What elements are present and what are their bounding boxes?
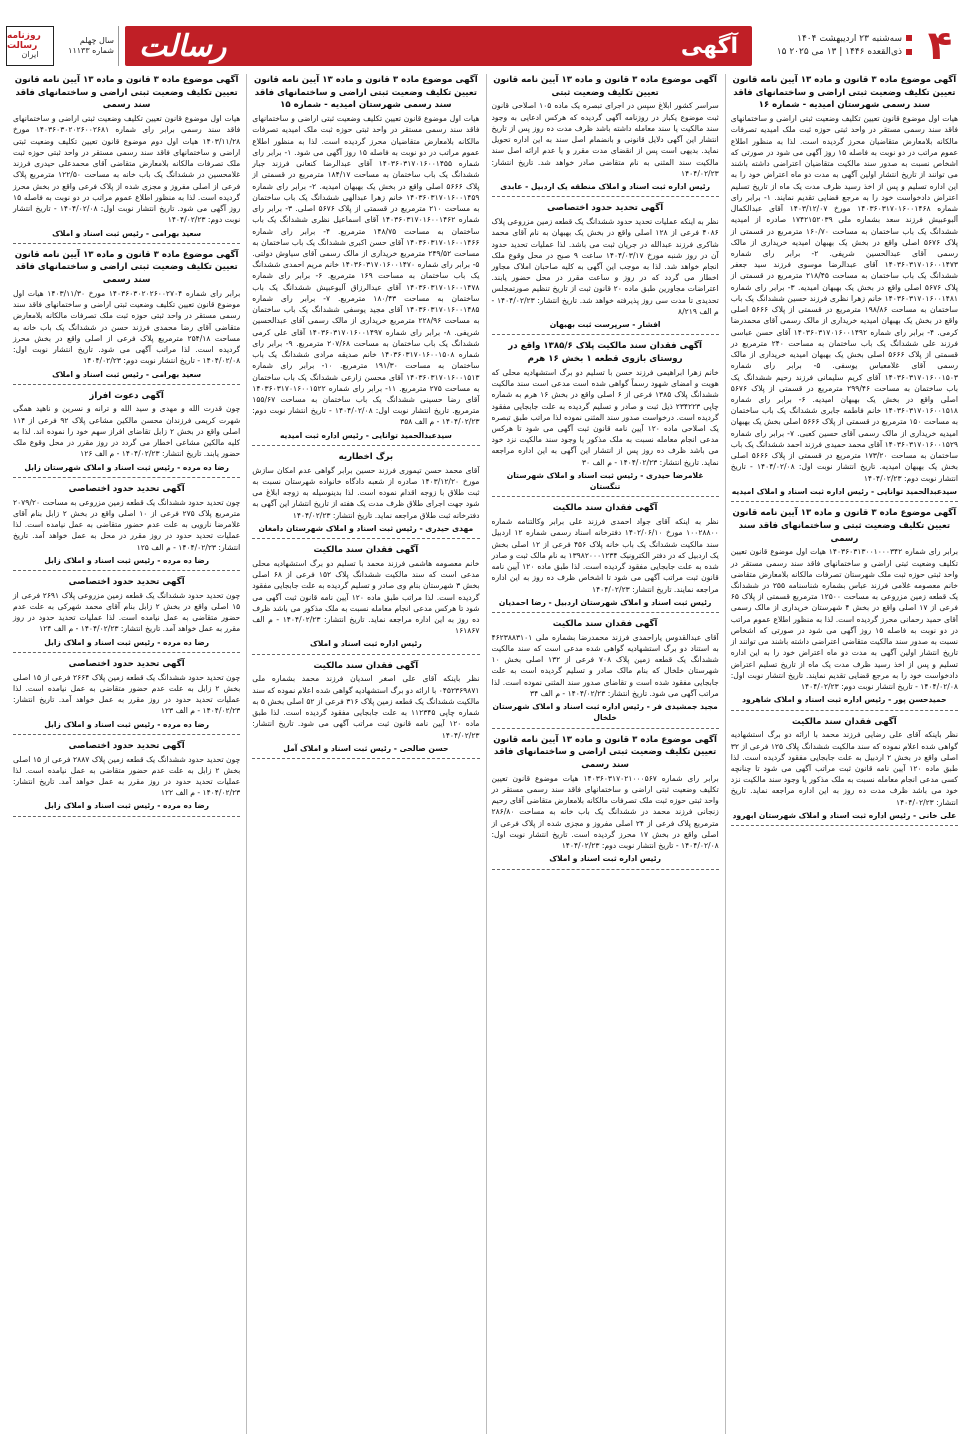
ad-signature: رضا ده مرده - رئیس ثبت اسناد و املاک زابل <box>44 801 210 811</box>
issue-info <box>58 26 119 66</box>
ad-signature: سعید بهرامی - رئیس ثبت اسناد و املاک <box>52 228 202 238</box>
classified-ad <box>13 658 240 735</box>
masthead <box>6 23 960 69</box>
classified-ad <box>13 483 240 571</box>
classified-ad <box>731 716 958 827</box>
ad-signature: سیدعبدالحمید توانایی - رئیس اداره ثبت اسناد و املاک امیدیه <box>731 486 957 496</box>
ad-title: آگهی موضوع ماده ۳ قانون و ماده ۱۳ آیین نامه قانون تعیین تکلیف وضعیت ثبتی اراضی و ساختمانهای فاقد سند رسمی شهرستان امیدیه - شماره ۱۵ <box>254 75 478 111</box>
classified-ad <box>252 544 479 655</box>
mini-logo-text: روزنامه رسالت <box>7 31 41 51</box>
classified-ad <box>492 340 719 497</box>
ad-title: آگهی فقدان سند مالکیت <box>552 618 658 629</box>
date-line-1: سه‌شنبه ۲۳ اردیبهشت ۱۴۰۴ <box>797 33 902 44</box>
ad-body: سراسر کشور ابلاغ سپس در اجرای تبصره یک ماده ۱۰۵ اصلاحی قانون ثبت موضوع یکبار در روزنامه آگهی گردیده که هرکس ادعایی به وجود سند مالکیت یا سند معامله داشته باشد ظرف مدت ده روز پس از تاریخ انتشار این آگهی دلایل قانونی و بانضمام اصل سند به این اداره تحویل نماید. بدیهی است پس از انقضای مدت مقرر و یا عدم ارائه اصل سند مالکیت سند المثنی به نام متقاضی صادر خواهد شد. تاریخ انتشار: ۱۴۰۴/۰۲/۲۳ <box>491 101 719 178</box>
classified-ad <box>731 507 958 710</box>
ad-signature: حسن صالحی - رئیس ثبت اسناد و املاک آمل <box>283 743 449 753</box>
column-2 <box>486 74 719 1434</box>
ad-body: خانم زهرا ابراهیمی فرزند حسن با تسلیم دو برگ استشهادیه محلی که هویت و امضای شهود رسماً گواهی شده است مدعی است سند مالکیت ششدانگ پلاک ۱۳۸۵ فرعی از ۶ اصلی واقع در بخش ۱۶ هرم به شماره چاپی ۲۳۴۲۲۳ ذیل ثبت و صادر و تسلیم گردیده به علت جابجایی مفقود گردیده است. درخواست صدور سند المثنی نموده لذا مراتب طبق تبصره یک اصلاحی ماده ۱۲۰ آیین نامه قانون ثبت آگهی می شود تا هرکس مدعی انجام معامله نسبت به ملک مذکور یا وجود سند مالکیت نزد خود می باشد ظرف ده روز پس از انتشار این آگهی به این اداره مراجعه نماید. تاریخ انتشار: ۱۴۰۴/۰۲/۲۳ - م الف ۳۰ <box>491 367 719 467</box>
page-number: ۴ <box>927 23 953 69</box>
column-3 <box>246 74 479 1434</box>
ad-body: نظر به اینکه عملیات تحدید حدود ششدانگ یک قطعه زمین مزروعی پلاک ۴۰۸۶ فرعی از ۱۲۸ اصلی واقع در بخش یک بهبهان به نام آقای محمد شاکری فرزند عبدالله در جریان ثبت می باشد. لذا عملیات تحدید حدود آن در روز شنبه مورخ ۱۴۰۴/۰۳/۱۷ ساعت ۹ صبح در محل وقوع ملک انجام خواهد شد. لذا به موجب این آگهی به کلیه صاحبان املاک مجاور اخطار می گردد که در روز و ساعت مقرر در محل حضور یابند. اعتراضات مجاورین طبق ماده ۲۰ قانون ثبت از تاریخ تنظیم صورتمجلس تحدیدی تا مدت سی روز پذیرفته خواهد شد. تاریخ انتشار: ۱۴۰۴/۰۲/۲۳ - م الف ۸/۲۱۹ <box>491 217 719 316</box>
year-label: سال چهلم <box>79 35 114 45</box>
ad-title: آگهی تحدید حدود اختصاصی <box>68 483 185 494</box>
issue-label: شماره ۱۱۱۳۳ <box>68 46 114 55</box>
ad-title: آگهی موضوع ماده ۳ قانون و ماده ۱۳ آیین نامه قانون تعیین تکلیف وضعیت ثبتی اراضی و ساختمانهای فاقد سند رسمی شهرستان امیدیه - شماره ۱۶ <box>732 75 957 111</box>
dates <box>777 33 912 60</box>
mini-logo <box>6 26 54 66</box>
ad-body: نظر به اینکه آقای جواد احمدی فرزند علی برابر وکالتنامه شماره ۱۰۰۲۸۸۰۰ مورخ ۱۴۰۲/۰۶/۱۰ دفترخانه اسناد رسمی شماره ۱۲ اردبیل سند مالکیت ششدانگ یک باب خانه پلاک ۴۵۶ فرعی از ۱۲ اصلی بخش یک اردبیل که در دفتر الکترونیک ۱۳۹۸۲۰۰۰۱۲۳۴ به نام مالک ثبت و صادر شده به علت جابجایی مفقود گردیده است. لذا طبق ماده ۱۲۰ آیین نامه قانون ثبت مراتب آگهی می شود تا اشخاص ظرف ده روز به این اداره مراجعه نمایند. تاریخ انتشار: ۱۴۰۴/۰۲/۲۳ <box>491 517 719 594</box>
ad-body: خانم معصومه هاشمی فرزند محمد با تسلیم دو برگ استشهادیه محلی مدعی است که سند مالکیت ششدانگ پلاک ۱۵۲ فرعی از ۶۸ اصلی بخش ۳ شهرستان بنام وی صادر و تسلیم گردیده به علت جابجایی مفقود گردیده است. لذا مراتب طبق ماده ۱۲۰ آیین نامه قانون ثبت آگهی می شود تا هرکس مدعی انجام معامله نسبت به ملک مذکور می باشد ظرف ده روز به این اداره مراجعه نماید. تاریخ انتشار: ۱۴۰۴/۰۲/۲۳ - م الف ۱۶۱۸۶۷ <box>252 558 480 636</box>
ad-signature: مهدی حیدری - رئیس ثبت اسناد و املاک شهرستان دامغان <box>258 523 474 533</box>
ad-body: چون قدرت الله و مهدی و سید الله و ترانه و نسرین و ناهید همگی شهرت کریمی فرزندان محسن مالکین مشاعی پلاک ۹۲ فرعی از ۱۱۴ اصلی واقع در بخش ۲ زابل تقاضای افراز سهم خود را نموده اند. لذا به کلیه مالکین مشاعی اخطار می گردد در روز مقرر در محل وقوع ملک حضور یابند. تاریخ انتشار: ۱۴۰۴/۰۲/۲۳ - م الف ۱۲۶ <box>13 404 241 459</box>
ad-title: آگهی فقدان سند مالکیت پلاک ۱۳۸۵/۶ واقع در روستای بازوی قطعه ۱ بخش ۱۶ هرم <box>508 341 702 365</box>
classified-ad <box>13 740 240 817</box>
classified-ad <box>492 202 719 335</box>
ad-title: آگهی تحدید حدود اختصاصی <box>68 740 185 751</box>
classified-ad <box>492 618 719 729</box>
classified-ad <box>731 74 958 502</box>
ad-signature: سعید بهرامی - رئیس ثبت اسناد و املاک <box>52 369 202 379</box>
ad-columns <box>8 74 958 1434</box>
ad-signature: رضا ده مرده - رئیس ثبت اسناد و املاک زابل <box>44 719 210 729</box>
classified-ad <box>252 451 479 539</box>
ad-signature: مجید جمشیدی فر - رئیس اداره ثبت اسناد و املاک شهرستان خلخال <box>492 702 718 723</box>
classified-ad <box>492 74 719 197</box>
ad-body: آقای عبدالقدوس یاراحمدی فرزند محمدرضا بشماره ملی ۴۶۲۳۸۸۳۱۰۱ به استناد دو برگ استشهادیه گواهی شده مدعی است که سند مالکیت ششدانگ یک قطعه زمین پلاک ۷۰۸ فرعی از ۱۳۲ اصلی بخش ۱۰ شهرستان خلخال که بنام مالک صادر و تسلیم گردیده است به علت جابجایی مفقود شده است و تقاضای صدور سند المثنی نموده است. لذا مراتب آگهی می شود. تاریخ انتشار: ۱۴۰۴/۰۲/۲۳ - م الف ۳۴ <box>491 632 719 698</box>
classified-ad <box>492 502 719 613</box>
column-4 <box>8 74 240 1434</box>
date-line-2: ۱۵ ذی‌القعده ۱۴۴۶ | ۱۳ می ۲۰۲۵ <box>776 47 902 57</box>
brand-logo: رسالت <box>139 28 227 64</box>
bullet-icon <box>906 49 912 55</box>
mini-logo-sub: ایران <box>21 50 39 60</box>
classified-ad <box>252 74 479 446</box>
ad-title: آگهی فقدان سند مالکیت <box>552 503 658 514</box>
ad-body: هیات اول موضوع قانون تعیین تکلیف وضعیت ثبتی اراضی و ساختمانهای فاقد سند رسمی برابر رای شماره ۱۴۰۳۶۰۳۰۲۰۲۶۰۰۲۶۸۱ مورخ ۱۴۰۳/۱۱/۲۸ هیات اول دوم موضوع قانون تعیین تکلیف وضعیت ثبتی اراضی و ساختمانهای فاقد سند رسمی مستقر در واحد ثبتی حوزه ثبت ملک تصرفات مالکانه بلامعارض متقاضی آقای محمدعلی حیدری فرزند غلامحسین در ششدانگ یک باب خانه به مساحت ۱۲۲/۵۰ مترمربع پلاک فرعی از اصلی مفروز و مجزی شده از پلاک فرعی واقع در بخش محرز گردیده است. لذا به منظور اطلاع عموم مراتب در دو نوبت به فاصله ۱۵ روز آگهی می شود. تاریخ انتشار نوبت اول: ۱۴۰۴/۰۲/۰۸ - تاریخ انتشار نوبت دوم: ۱۴۰۴/۰۲/۲۳ <box>13 114 241 225</box>
classified-ad <box>492 734 719 870</box>
ad-signature: رضا ده مرده - رئیس ثبت اسناد و املاک زابل <box>44 637 210 647</box>
ad-signature: رئیس اداره ثبت اسناد و املاک منطقه یک اردبیل - عابدی <box>500 182 711 192</box>
masthead-banner <box>125 26 752 66</box>
ad-body: چون تحدید حدود ششدانگ یک قطعه زمین پلاک ۲۸۸۷ فرعی از ۱۵ اصلی بخش ۲ زابل به علت عدم حضور متقاضی به عمل نیامده است. لذا عملیات تحدید حدود در روز مقرر به عمل خواهد آمد. تاریخ انتشار: ۱۴۰۴/۰۲/۲۳ - م الف ۱۲۲ <box>13 754 241 798</box>
ad-signature: افشار - سرپرست ثبت بهبهان <box>549 320 661 330</box>
bullet-icon <box>906 35 912 41</box>
date-block <box>760 23 960 69</box>
ad-body: چون تحدید حدود ششدانگ یک قطعه زمین پلاک ۲۶۶۴ فرعی از ۱۵ اصلی بخش ۲ زابل به علت عدم حضور متقاضی به عمل نیامده است. لذا عملیات تحدید حدود در روز مقرر به عمل خواهد آمد. تاریخ انتشار: ۱۴۰۴/۰۲/۲۳ - م الف ۱۲۳ <box>13 672 241 716</box>
ad-body: برابر رای شماره ۱۴۰۳۶۰۳۱۳۰۰۱۰۰۰۳۴۲ هیات اول موضوع قانون تعیین تکلیف وضعیت ثبتی اراضی و ساختمانهای فاقد سند رسمی مستقر در واحد ثبتی حوزه ثبت ملک شهرستان تصرفات مالکانه بلامعارض متقاضی خانم معصومه غلامی فرزند عباس بشماره شناسنامه ۲۵۵ در ششدانگ یک قطعه زمین مزروعی به مساحت ۱۲۵۰۰ مترمربع قسمتی از پلاک ۶۵ فرعی از ۱۷ اصلی واقع در بخش ۴ شهرستان خریداری از مالک رسمی آقای حمید رحمانی محرز گردیده است. لذا به منظور اطلاع عموم مراتب در دو نوبت به فاصله ۱۵ روز آگهی می شود در صورتی که اشخاص نسبت به صدور سند مالکیت متقاضی اعتراضی داشته باشند می توانند از تاریخ انتشار اولین آگهی به مدت دو ماه اعتراض خود را به این اداره تسلیم و پس از اخذ رسید ظرف مدت یک ماه از تاریخ تسلیم اعتراض دادخواست خود را به مرجع قضایی تقدیم نمایند. تاریخ انتشار نوبت اول: ۱۴۰۴/۰۲/۰۸ - تاریخ انتشار نوبت دوم: ۱۴۰۴/۰۲/۲۳ <box>730 547 958 692</box>
ad-title: آگهی تحدید حدود اختصاصی <box>68 577 185 588</box>
ad-title: آگهی موضوع ماده ۳ قانون و ماده ۱۳ آیین نامه قانون تعیین تکلیف وضعیت ثبتی <box>493 75 717 98</box>
ad-signature: رضا ده مرده - رئیس ثبت اسناد و املاک زابل <box>44 555 210 565</box>
classified-ad <box>13 74 240 244</box>
ad-title: آگهی تحدید حدود اختصاصی <box>547 203 664 214</box>
ad-body: چون تحدید حدود ششدانگ یک قطعه زمین مزروعی پلاک ۲۶۹۱ فرعی از ۱۵ اصلی واقع در بخش ۲ زابل بنام آقای محمد شهرکی به علت عدم حضور متقاضی به عمل نیامده است. لذا عملیات تحدید حدود در روز مقرر به عمل خواهد آمد. تاریخ انتشار: ۱۴۰۴/۰۲/۲۳ - م الف ۱۲۴ <box>13 590 241 634</box>
ad-signature: رئیس اداره ثبت اسناد و املاک <box>549 854 661 864</box>
ad-body: هیات اول موضوع قانون تعیین تکلیف وضعیت ثبتی اراضی و ساختمانهای فاقد سند رسمی مستقر در واحد ثبتی حوزه ثبت ملک امیدیه تصرفات مالکانه بلامعارض متقاضیان محرز گردیده است. لذا به منظور اطلاع عموم مراتب در دو نوبت به فاصله ۱۵ روز آگهی می شود. ۱- برابر رای شماره ۱۴۰۳۶۰۳۱۷۰۱۶۰۰۱۴۵۵ آقای عبدالرضا کنعانی فرزند جبار ششدانگ یک باب ساختمان به مساحت ۱۸۴/۱۷ مترمربع در قسمتی از پلاک ۵۶۶۶ اصلی واقع در بخش یک بهبهان امیدیه. ۲- برابر رای شماره ۱۴۰۳۶۰۳۱۷۰۱۶۰۰۱۴۵۹ خانم زهرا عبدالهی ششدانگ یک باب ساختمان به مساحت ۲۱۰ مترمربع در قسمتی از پلاک ۵۶۷۶ اصلی. ۳- برابر رای شماره ۱۴۰۳۶۰۳۱۷۰۱۶۰۰۱۴۶۲ آقای اسماعیل نظری ششدانگ یک باب ساختمان به مساحت ۱۴۸/۷۵ مترمربع. ۴- برابر رای شماره ۱۴۰۳۶۰۳۱۷۰۱۶۰۰۱۴۶۶ آقای حسن اکبری ششدانگ یک باب ساختمان به مساحت ۲۴۹/۵۲ مترمربع خریداری از مالک رسمی آقای سیاوش دولتی. ۵- برابر رای شماره ۱۴۰۳۶۰۳۱۷۰۱۶۰۰۱۴۷۰ خانم مریم احمدی ششدانگ یک باب ساختمان به مساحت ۱۶۹ مترمربع. ۶- برابر رای شماره ۱۴۰۳۶۰۳۱۷۰۱۶۰۰۱۴۷۸ آقای عبدالرزاق آلبوعبیش ششدانگ یک باب ساختمان به مساحت ۱۸۰/۴۳ مترمربع. ۷- برابر رای شماره ۱۴۰۳۶۰۳۱۷۰۱۶۰۰۱۴۸۵ آقای مجید یوسفی ششدانگ یک باب ساختمان به مساحت ۲۲۸/۹۶ مترمربع خریداری از مالک رسمی آقای عبدالحسین شریفی. ۸- برابر رای شماره ۱۴۰۳۶۰۳۱۷۰۱۶۰۰۱۴۹۷ آقای علی کرمی ششدانگ یک باب ساختمان به مساحت ۲۰۷/۶۸ مترمربع. ۹- برابر رای شماره ۱۴۰۳۶۰۳۱۷۰۱۶۰۰۱۵۰۸ خانم صدیقه مرادی ششدانگ یک باب ساختمان به مساحت ۱۹۱/۳۰ مترمربع. ۱۰- برابر رای شماره ۱۴۰۳۶۰۳۱۷۰۱۶۰۰۱۵۱۳ آقای محسن زارعی ششدانگ یک باب ساختمان به مساحت ۲۷۵ مترمربع. ۱۱- برابر رای شماره ۱۴۰۳۶۰۳۱۷۰۱۶۰۰۱۵۲۲ آقای رضا حسینی ششدانگ یک باب ساختمان به مساحت ۱۵۵/۶۷ مترمربع. تاریخ انتشار نوبت اول: ۱۴۰۴/۰۲/۰۸ - تاریخ انتشار نوبت دوم: ۱۴۰۴/۰۲/۲۳ - م الف ۳۵۸ <box>252 114 480 427</box>
ad-title: آگهی موضوع ماده ۳ قانون و ماده ۱۳ آیین نامه قانون تعیین تکلیف وضعیت ثبتی و ساختمانهای فاقد سند رسمی <box>732 508 957 544</box>
ad-signature: رئیس ثبت اسناد و املاک شهرستان اردبیل - رضا احمدیان <box>498 597 712 607</box>
ad-signature: سیدعبدالحمید توانایی - رئیس اداره ثبت امیدیه <box>279 430 452 440</box>
ad-body: چون تحدید حدود ششدانگ یک قطعه زمین مزروعی به مساحت ۲۰۷۹/۲۰ مترمربع پلاک ۲۷۵ فرعی از ۱۰ اصلی واقع در بخش ۲ زابل بنام آقای غلامرضا نارویی به علت عدم حضور متقاضی به عمل نیامده است. لذا عملیات تحدید حدود در روز مقرر در محل به عمل خواهد آمد. تاریخ انتشار: ۱۴۰۴/۰۲/۲۳ - م الف ۱۲۵ <box>13 497 241 552</box>
ad-body: برابر رای شماره ۱۴۰۳۶۰۳۰۲۰۲۶۰۰۲۷۰۴ مورخ ۱۴۰۳/۱۱/۳۰ هیات اول موضوع قانون تعیین تکلیف وضعیت ثبتی اراضی و ساختمانهای فاقد سند رسمی مستقر در واحد ثبتی حوزه ثبت ملک تصرفات مالکانه بلامعارض متقاضی آقای رضا محمدی فرزند حسن در ششدانگ یک باب خانه به مساحت ۲۵۴/۱۸ مترمربع پلاک فرعی از اصلی واقع در بخش محرز گردیده است. لذا مراتب آگهی می شود. تاریخ انتشار نوبت اول: ۱۴۰۴/۰۲/۰۸ - تاریخ انتشار نوبت دوم: ۱۴۰۴/۰۲/۲۳ <box>13 288 241 366</box>
classified-ad <box>13 249 240 385</box>
ad-title: آگهی دعوت افراز <box>89 390 164 401</box>
ad-signature: حمیدحسن پور - رئیس اداره ثبت اسناد و املاک شاهرود <box>742 695 947 705</box>
ad-signature: رئیس اداره ثبت اسناد و املاک <box>310 639 422 649</box>
ad-title: آگهی موضوع ماده ۳ قانون و ماده ۱۳ آیین نامه قانون تعیین تکلیف وضعیت ثبتی اراضی و ساختمانهای فاقد سند رسمی <box>14 75 239 111</box>
ad-title: آگهی فقدان سند مالکیت <box>313 660 419 671</box>
ad-title: آگهی موضوع ماده ۳ قانون و ماده ۱۳ آیین نامه قانون تعیین تکلیف وضعیت ثبتی اراضی و ساختمانهای فاقد سند رسمی <box>14 249 239 286</box>
ad-title: آگهی موضوع ماده ۳ قانون و ماده ۱۳ آیین نامه قانون تعیین تکلیف وضعیت ثبتی اراضی و ساختمانهای فاقد سند رسمی <box>493 734 717 771</box>
ad-signature: غلامرضا حیدری - رئیس ثبت اسناد و املاک شهرستان تنگستان <box>506 470 704 492</box>
classified-ad <box>252 660 479 759</box>
column-1 <box>725 74 958 1434</box>
ad-title: آگهی فقدان سند مالکیت <box>313 545 419 556</box>
ad-signature: علی خانی - رئیس اداره ثبت اسناد و املاک شهرستان ابهرود <box>732 810 957 820</box>
classified-ad <box>13 390 240 478</box>
ad-body: نظر باینکه آقای علی اصغر اسدیان فرزند محمد بشماره ملی ۰۴۵۲۳۶۹۸۷۱ با ارائه دو برگ استشهادیه گواهی شده اعلام نموده که سند مالکیت ششدانگ یک قطعه زمین پلاک ۳۱۶ فرعی از ۵۲ اصلی بخش ۵ به شماره چاپی ۱۱۲۳۴۵ به علت جابجایی مفقود گردیده است. لذا طبق ماده ۱۲۰ آیین نامه قانون ثبت مراتب آگهی می شود. تاریخ انتشار: ۱۴۰۴/۰۲/۲۳ <box>252 674 480 740</box>
ad-signature: رضا ده مرده - رئیس ثبت اسناد و املاک شهرستان زابل <box>24 462 229 472</box>
section-title: آگهی <box>680 33 738 59</box>
ad-title: آگهی فقدان سند مالکیت <box>792 716 897 727</box>
ad-body: هیات اول موضوع قانون تعیین تکلیف وضعیت ثبتی اراضی و ساختمانهای فاقد سند رسمی مستقر در واحد ثبتی حوزه ثبت ملک امیدیه تصرفات مالکانه بلامعارض متقاضیان محرز گردیده است. لذا به منظور اطلاع عموم مراتب در دو نوبت به فاصله ۱۵ روز آگهی می شود در صورتی که اشخاص نسبت به صدور سند مالکیت متقاضیان اعتراضی داشته باشند می توانند از تاریخ انتشار اولین آگهی به مدت دو ماه اعتراض خود را به این اداره تسلیم و پس از اخذ رسید ظرف مدت یک ماه از تاریخ تسلیم اعتراض دادخواست خود را به مرجع قضایی تقدیم نمایند. ۱- برابر رای شماره ۱۴۰۳۶۰۳۱۷۰۱۶۰۰۱۴۶۸ مورخ ۱۴۰۳/۱۲/۰۷ آقای عبدالکمال آلبوعبیش فرزند سعد بشماره ملی ۱۷۴۲۱۵۲۰۳۹ صادره از امیدیه ششدانگ یک باب ساختمان به مساحت ۱۶۰/۷۰ مترمربع در قسمتی از پلاک ۵۶۷۶ اصلی واقع در بخش یک بهبهان امیدیه خریداری از مالک رسمی آقای عبدالحسین شریفی. ۲- برابر رای شماره ۱۴۰۳۶۰۳۱۷۰۱۶۰۰۱۴۷۳ آقای عبدالرضا موسوی فرزند سید جعفر ششدانگ یک باب ساختمان به مساحت ۲۱۸/۴۵ مترمربع در قسمتی از پلاک ۵۶۷۶ اصلی واقع در بخش یک بهبهان امیدیه. ۳- برابر رای شماره ۱۴۰۳۶۰۳۱۷۰۱۶۰۰۱۴۸۱ خانم زهرا نظری فرزند حسین ششدانگ یک باب ساختمان به مساحت ۱۹۸/۸۶ مترمربع در قسمتی از پلاک ۵۶۶۶ اصلی واقع در بخش یک بهبهان امیدیه خریداری از مالک رسمی آقای محمدرضا کرمی. ۴- برابر رای شماره ۱۴۰۳۶۰۳۱۷۰۱۶۰۰۱۴۹۲ آقای حسن عباسی فرزند علی ششدانگ یک باب ساختمان به مساحت ۲۴۰ مترمربع در قسمتی از پلاک ۵۶۶۶ اصلی بخش یک بهبهان امیدیه خریداری از مالک رسمی آقای غلامعباس یوسفی. ۵- برابر رای شماره ۱۴۰۳۶۰۳۱۷۰۱۶۰۰۱۵۰۳ آقای کریم سلیمانی فرزند رحیم ششدانگ یک باب ساختمان به مساحت ۲۹۹/۴۶ مترمربع در قسمتی از پلاک ۵۶۷۶ اصلی واقع در بخش یک بهبهان امیدیه. ۶- برابر رای شماره ۱۴۰۳۶۰۳۱۷۰۱۶۰۰۱۵۱۸ خانم فاطمه جابری ششدانگ یک باب ساختمان به مساحت ۱۵۰ مترمربع در قسمتی از پلاک ۵۶۶۶ اصلی بخش یک بهبهان امیدیه خریداری از مالک رسمی آقای حسین کعبی. ۷- برابر رای شماره ۱۴۰۳۶۰۳۱۷۰۱۶۰۰۱۵۲۹ آقای محمد حمیدی فرزند احمد ششدانگ یک باب ساختمان به مساحت ۱۷۳/۲۰ مترمربع در قسمتی از پلاک ۵۶۶۶ اصلی بخش یک بهبهان امیدیه. تاریخ انتشار نوبت اول: ۱۴۰۴/۰۲/۰۸ - تاریخ انتشار نوبت دوم: ۱۴۰۴/۰۲/۲۳ <box>730 114 958 483</box>
ad-body: نظر باینکه آقای علی رضایی فرزند محمد با ارائه دو برگ استشهادیه گواهی شده اعلام نموده که سند مالکیت ششدانگ پلاک ۱۲۵ فرعی از ۳۲ اصلی واقع در بخش ۲ اردبیل به علت جابجایی مفقود گردیده است. لذا طبق ماده ۱۲۰ آیین نامه قانون ثبت مراتب آگهی می شود تا چنانچه کسی مدعی انجام معامله نسبت به ملک مذکور یا وجود سند مالکیت نزد خود می باشد ظرف مدت ده روز به این اداره مراجعه نماید. تاریخ انتشار: ۱۴۰۴/۰۲/۲۳ <box>730 730 958 807</box>
ad-title: برگ اخطاریه <box>338 451 394 462</box>
ad-title: آگهی تحدید حدود اختصاصی <box>68 658 185 669</box>
ad-body: آقای محمد حسن تیموری فرزند حسین برابر گواهی عدم امکان سازش مورخ ۱۴۰۳/۱۲/۲۰ صادره از شعبه دادگاه خانواده شهرستان نسبت به ثبت طلاق با زوجه اقدام نموده است. لذا بدینوسیله به زوجه ابلاغ می شود جهت اجرای طلاق ظرف مدت یک هفته از تاریخ انتشار این آگهی به دفترخانه ثبت طلاق مراجعه نماید. تاریخ انتشار: ۱۴۰۴/۰۲/۲۳ <box>252 465 480 520</box>
ad-body: برابر رای شماره ۱۴۰۳۶۰۳۱۷۰۲۱۰۰۰۵۶۷ هیات موضوع قانون تعیین تکلیف وضعیت ثبتی اراضی و ساختمانهای فاقد سند رسمی مستقر در واحد ثبتی حوزه ثبت ملک تصرفات مالکانه بلامعارض متقاضی آقای رحیم زنجانی فرزند محمد در ششدانگ یک باب خانه به مساحت ۲۸۶/۸۰ مترمربع پلاک فرعی از ۲۴ اصلی مفروز و مجزی شده از پلاک فرعی از اصلی واقع در بخش ۱۷ محرز گردیده است. تاریخ انتشار نوبت اول: ۱۴۰۴/۰۲/۰۸ - تاریخ انتشار نوبت دوم: ۱۴۰۴/۰۲/۲۳ <box>491 773 719 851</box>
classified-ad <box>13 576 240 653</box>
